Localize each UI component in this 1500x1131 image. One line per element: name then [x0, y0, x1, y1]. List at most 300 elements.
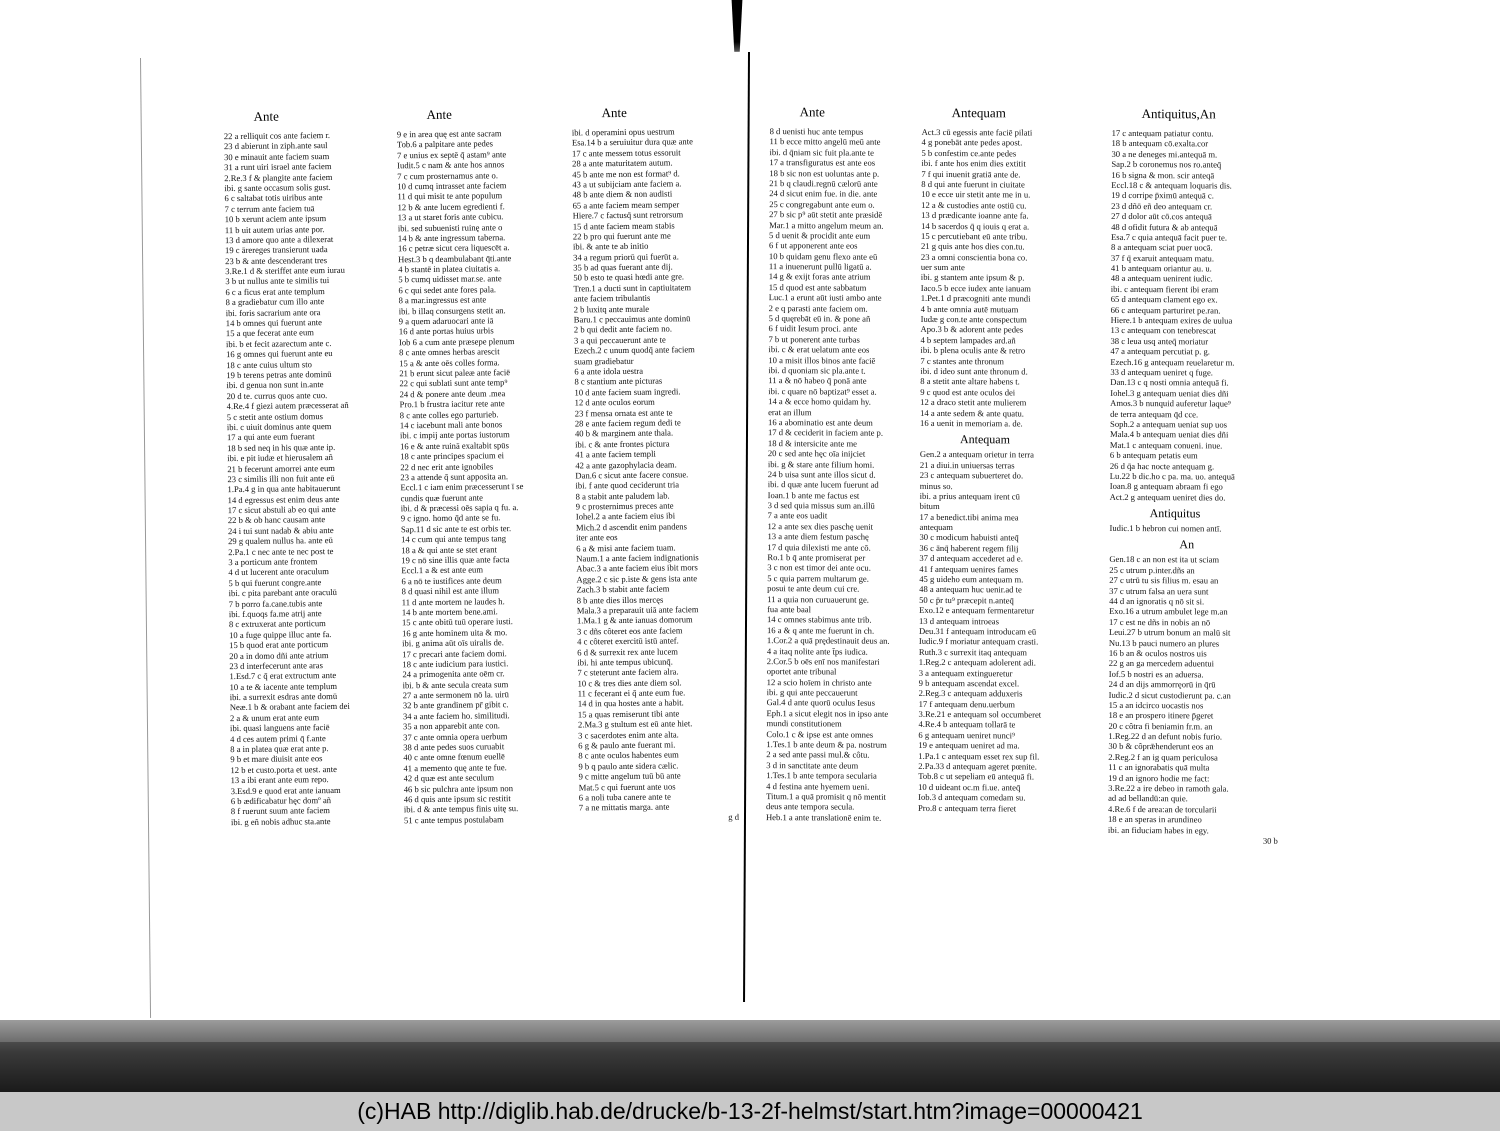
index-entry: 1.Pet.1 d præcogniti ante mundi — [920, 293, 1031, 304]
index-entry: 66 c antequam parturiret pe.ran. — [1110, 304, 1221, 316]
index-entry: 1.Ma.1 g & ante ianuas domorum — [576, 614, 693, 626]
index-entry: 11 c an ignorabatis quā multa — [1108, 762, 1210, 773]
index-entry: 46 b sic pulchra ante ipsum non — [403, 782, 514, 794]
index-entry: 32 b ante grandinem pr̄ gibit c. — [402, 699, 509, 711]
index-entry: 25 c congregabunt ante eum o. — [769, 198, 875, 210]
index-entry: ibi. g eñ nobis adhuc sta.ante — [230, 815, 331, 827]
index-entry: Iohel.2 a ante faciem eius ibi — [575, 510, 676, 522]
index-entry: Mich.2 d ascendit enim pandens — [575, 521, 687, 533]
index-entry: Tob.8 c ut sepeliam eū antequā fi. — [918, 771, 1035, 782]
index-entry: 18 b sic non est uoluntas ante p. — [769, 167, 880, 179]
index-entry: 43 a ut subijciam ante faciem a. — [572, 178, 682, 190]
index-entry: 9 b et mare diuisit ante eos — [230, 753, 323, 765]
index-entry: 2.Pa.1 c nec ante te nec post te — [228, 545, 334, 557]
column-header: Antequam — [951, 105, 1006, 121]
index-entry: 1.Cor.2 a quā prędestinauit deus an. — [766, 635, 890, 646]
index-entry: 8 c ante colles ego parturieb. — [399, 408, 499, 420]
section-heading: Antequam — [959, 432, 1011, 447]
index-entry: ibi. d operamini opus uestrum — [571, 126, 675, 138]
index-entry: 9 b q paulo ante sidera cælic. — [578, 760, 679, 772]
index-entry: 8 b ante dies illos mercęs — [576, 594, 664, 606]
index-entry: Gen.2 a antequam orietur in terra — [919, 449, 1034, 460]
index-entry: 16 g ante hominem uita & mo. — [401, 626, 508, 639]
index-entry: 12 b & ante lucem egredienti f. — [397, 200, 505, 213]
index-entry: 6 d & surrexit rex ante lucem — [577, 645, 679, 657]
index-entry: 6 f ut apponerent ante eos — [768, 240, 858, 251]
index-entry: 18 c ante cuius ultum sto — [226, 358, 312, 370]
index-entry: 2.Reg.3 c antequam adduxeris — [918, 688, 1023, 699]
index-entry: 9 e in area quę est ante sacram — [396, 128, 502, 140]
index-entry: Sap.2 b coronemus nos ro.anteq̄ — [1111, 159, 1222, 170]
index-entry: 9 c igno. homo q̄d ante se fu. — [400, 512, 501, 524]
index-entry: 48 a antequam huc uenir.ad te — [919, 584, 1022, 595]
index-entry: 20 c côtra fi beniamin fr.m. an — [1108, 720, 1213, 732]
index-entry: 50 c p̄r tu⁹ præcepit n.anteq̄ — [919, 594, 1014, 606]
index-entry: 8 a mar.ingressus est ante — [398, 294, 487, 306]
index-entry: ibi. d genua non sunt in.ante — [226, 379, 324, 391]
column-header: Ante — [426, 106, 452, 123]
index-entry: deus ante tempora secula. — [766, 801, 855, 812]
index-entry: 12 a ante sex dies paschę uenit — [767, 520, 874, 532]
index-entry: 11 b uit autem urias ante por. — [224, 223, 325, 235]
index-entry: ibi. c & ante frontes pictura — [575, 438, 670, 450]
index-entry: 15 a quas remiserunt tibi ante — [577, 708, 680, 720]
index-entry: 8 d quasi nihil est ante illum — [401, 585, 500, 597]
index-entry: 8 c ante omnes herbas arescit — [399, 346, 500, 358]
index-entry: Mar.1 a mitto angelum meum an. — [769, 219, 884, 231]
index-entry: 10 d uideant oc.m fi.ue. anteq̄ — [918, 781, 1021, 793]
index-entry: 21 b fecerunt amorrei ante eum — [227, 462, 335, 474]
index-entry: Hiere.7 c factusq̄ sunt retrorsum — [572, 209, 684, 221]
index-entry: 7 c steterunt ante faciem alra. — [577, 666, 679, 678]
index-entry: 17 c antequam patiatur contu. — [1111, 127, 1214, 139]
index-entry: 18 c ante principes spacium ei — [400, 450, 505, 462]
scanner-bottom-band — [0, 1020, 1500, 1092]
column-header: Ante — [799, 104, 826, 120]
index-entry: 11 a quia non curuauerunt ge. — [767, 593, 869, 605]
index-entry: ibi. g & stare ante filium homi. — [767, 458, 875, 470]
index-entry: 16 a abominatio est ante deum — [768, 417, 873, 428]
index-entry: 48 b ante diem & non audisti — [572, 188, 673, 200]
index-entry: 11 b ecce mitto angelū meū ante — [769, 136, 881, 148]
index-entry: 51 c ante tempus postulabam — [403, 814, 504, 826]
index-entry: 3.Re.1 d & steriffet ante eum iurau — [225, 264, 345, 277]
index-entry: 7 c terrum ante faciem tuā — [224, 202, 315, 214]
index-entry: Act.3 cū egessis ante faciē pilati — [921, 126, 1033, 138]
index-entry: Hest.3 b q deambulabant q̄ti.ante — [398, 252, 512, 264]
index-entry: 27 c utrū tu sis filius m. esau an — [1109, 575, 1219, 586]
index-entry: Iob.3 d antequam comedam su. — [918, 792, 1026, 803]
index-entry: 11 a & nō habeo q̄ ponā ante — [768, 375, 867, 387]
index-entry: Zach.3 b stabit ante faciem — [576, 583, 670, 595]
index-entry: ibi. d q̄niam sic fuit pla.ante te — [769, 146, 875, 158]
index-entry: 3 c sacerdotes enim ante alta. — [578, 729, 679, 741]
index-entry: 47 a antequam percutiat p. g. — [1110, 346, 1210, 357]
left-column-1 — [223, 55, 391, 827]
index-entry: 10 d ante faciem suam ingredi. — [574, 386, 681, 398]
index-entry: 23 c similis illi non fuit ante eū — [227, 472, 335, 484]
index-entry: Luc.1 a erunt aūt iusti ambo ante — [768, 292, 882, 303]
index-entry: 17 f antequam denu.uerbum — [918, 698, 1016, 710]
index-entry: 2 b luxitq ante murale — [573, 303, 650, 315]
index-entry: 8 a gradiebatur cum illo ante — [225, 296, 325, 308]
index-entry: 16 d ante portas huius urbis — [398, 325, 494, 337]
index-entry: 45 b ante me non est format⁹ d. — [572, 167, 680, 180]
index-entry: 22 d nec erit ante ignobiles — [400, 460, 494, 472]
index-entry: 37 d antequam accederet ad e. — [919, 553, 1023, 564]
index-entry: ibi. quasi languens ante faciē — [229, 722, 330, 734]
column-header: Antiquitus,An — [1141, 106, 1216, 122]
section-heading: Antiquitus — [1149, 506, 1201, 521]
index-entry: ibi. b plena oculis ante & retro — [920, 345, 1026, 356]
index-entry: antequam — [919, 521, 953, 533]
index-entry: 6 c a ficus erat ante templum — [225, 285, 325, 297]
index-entry: 21 a diui.in uniuersas terras — [919, 459, 1015, 471]
index-entry: 14 b & ante ingressum taberna. — [397, 232, 506, 244]
index-entry: 10 a misit illos binos ante faciē — [768, 354, 876, 366]
index-entry: ibi. e pit iudæ et hierusalem añ — [227, 452, 333, 464]
index-entry: 1.Pa.1 c antequam esset rex sup fil. — [918, 750, 1040, 762]
index-entry: Nu.13 b pauci numero an plures — [1108, 637, 1220, 649]
index-entry: 6 a & misi ante faciem tuam. — [576, 542, 676, 554]
index-entry: 6 c qui sedet ante fores pala. — [398, 284, 497, 296]
index-entry: ibi. f ante hos enim dies extitit — [921, 158, 1026, 169]
index-entry: 37 f q̄ exaruit antequam matu. — [1110, 252, 1215, 264]
index-entry: 19 c nō sine illis quæ ante facta — [401, 554, 510, 566]
index-entry: 14 b sacerdos q̄ q iouis q erat a. — [921, 220, 1030, 231]
index-entry: 14 c cum qui ante tempus tang — [401, 533, 507, 545]
index-entry: 48 a antequam uenirent iudic. — [1110, 273, 1213, 284]
index-entry: Mat.5 c qui fuerunt ante uos — [578, 781, 676, 793]
index-entry: 46 d quis ante ipsum sic restitit — [403, 793, 511, 805]
index-entry: 22 g an ga mercedem aduentui — [1108, 658, 1215, 669]
left-page — [140, 52, 751, 1018]
index-entry: ibi. sed subuenisti ruinę ante o — [397, 221, 503, 233]
index-entry: 5 b confestim ce.ante pedes — [921, 147, 1017, 159]
index-entry: 4 d ut lucerent ante oraculum — [228, 566, 329, 578]
index-entry: Ro.1 b q̄ ante promiserat per — [767, 552, 866, 563]
index-entry: 18 e an speras in arundineo — [1107, 814, 1202, 825]
index-entry: 22 c qui sublati sunt ante temp⁹ — [399, 377, 508, 389]
index-entry: Tob.6 a palpitare ante pedes — [396, 138, 494, 150]
index-entry: 36 c ānq̄ haberent regem filij — [919, 542, 1019, 554]
index-entry: Iudit.5 c nam & ante hos annos — [397, 159, 505, 171]
index-entry: 2 e q parasti ante faciem om. — [768, 302, 868, 314]
index-entry: 10 d cumq intrasset ante faciem — [397, 180, 507, 192]
index-entry: 18 e an prospero itinere p̄geret — [1108, 710, 1214, 721]
right-column-1 — [766, 52, 930, 823]
index-entry: 26 d q̄a hac nocte antequam g. — [1109, 460, 1215, 471]
index-entry: 41 a memento quę ante te fue. — [403, 762, 507, 774]
index-entry: ibi. d & ante tempus finis uitę su. — [403, 803, 519, 815]
index-entry: 11 a inuenerunt pullū ligatū a. — [768, 261, 872, 272]
index-entry: cundis quæ fuerunt ante — [400, 492, 484, 503]
index-entry: 15 b quod erat ante porticum — [229, 639, 329, 651]
index-entry: 13 a ut staret foris ante cubicu. — [397, 211, 504, 223]
index-entry: 7 c stantes ante thronum — [920, 355, 1004, 366]
page-signature: g d — [728, 811, 740, 822]
index-entry: ibi. hi ante tempus ubicunq̄. — [577, 656, 673, 668]
index-entry: 4 b ante omnia autē mutuam — [920, 303, 1019, 315]
index-entry: 41 b antequam oriantur au. u. — [1110, 262, 1212, 274]
index-entry: 45 g uideho eum antequam m. — [919, 573, 1024, 585]
source-credit-text: (c)HAB http://diglib.hab.de/drucke/b-13-2f-helmst/start.htm?image=00000421 — [357, 1098, 1143, 1124]
index-entry: 16 c petræ sicut cera liquescēt a. — [397, 242, 510, 254]
index-entry: 4.Re.4 b antequam tollarā te — [918, 719, 1016, 730]
index-entry: ibi. an fiduciam habes in egy. — [1107, 824, 1209, 836]
index-entry: 14 b ante mortem bene.ami. — [401, 606, 498, 618]
index-entry: 11 c fecerant ei q̄ ante eum fue. — [577, 687, 686, 699]
section-heading: An — [1179, 537, 1195, 552]
index-entry: Iudic.1 b hebron cui nomen antī. — [1109, 522, 1222, 534]
index-entry: erat an illum — [768, 406, 812, 417]
index-entry: 30 c modicum habuisti anteq̄ — [919, 532, 1019, 543]
index-entry: 4 d festina ante hyemem ueni. — [766, 780, 870, 792]
index-entry: 65 a ante faciem meam semper — [572, 199, 680, 211]
index-entry: ibi. g anima aūt oīs uiralis de. — [402, 637, 504, 649]
index-entry: 6 g & paulo ante fuerant mi. — [578, 739, 676, 751]
index-entry: 50 b esto te quasi hœdi ante gre. — [573, 271, 685, 283]
index-entry: 3 a antequam extingueretur — [918, 667, 1013, 678]
index-entry: ibi. f.quoqs fa.me atrij ante — [228, 608, 322, 620]
index-entry: 1.Pa.4 g in qua ante habitauerunt — [227, 483, 341, 495]
index-entry: 27 a ante sermonem nō la. uirū — [402, 689, 509, 701]
index-entry: Mat.1 c antequam conueni. inue. — [1109, 439, 1223, 451]
index-entry: Leui.27 b utrum bonum an malū sit — [1108, 627, 1231, 638]
index-entry: 23 f mensa ornata est ante te — [574, 406, 673, 419]
index-entry: Eccl.18 c & antequam loquaris dis. — [1111, 179, 1232, 191]
index-entry: 13 d prædicante ioanne ante fa. — [921, 210, 1029, 221]
index-entry: 3.Esd.9 e quod erat ante ianuam — [230, 784, 341, 796]
index-entry: 22 b pro qui fuerunt ante me — [572, 230, 671, 242]
index-entry: Soph.2 a antequam ueniat sup uos — [1110, 418, 1228, 430]
index-entry: 1.Esd.7 c q̄ erat extructum ante — [229, 670, 337, 682]
index-entry: 17 a qui ante eum fuerant — [226, 431, 315, 443]
index-entry: uer sum ante — [920, 261, 965, 273]
index-entry: 5 d quęrebāt eū in. & pone añ — [768, 313, 871, 324]
index-entry: 34 a regum priorū qui fuerūt a. — [573, 251, 679, 263]
index-entry: 14 a ante sedem & ante quatu. — [920, 407, 1024, 418]
index-entry: 27 d dolor aūt cō.cos antequā — [1111, 211, 1212, 222]
index-entry: 33 d antequam ueniret q fuge. — [1110, 366, 1213, 378]
index-entry: 12 a & custodies ante ostiū cu. — [921, 199, 1027, 211]
index-entry: Iof.5 b nostri es an aduersa. — [1108, 668, 1204, 680]
index-entry: 6 a noli tuba canere ante te — [578, 791, 671, 803]
index-entry: 7 f qui inuenit gratiā ante de. — [921, 168, 1021, 179]
index-entry: Tren.1 a ducti sunt in captiuitatem — [573, 282, 692, 294]
index-entry: Dan.6 c sicut ante facere consue. — [575, 469, 689, 481]
index-entry: ante faciem tribulantis — [573, 292, 651, 304]
index-entry: Abac.3 a ante faciem eius ibit mors — [576, 562, 698, 574]
index-entry: Ezech.16 g antequam reuelaretur m. — [1110, 356, 1235, 368]
index-entry: 7 c cum prosternamus ante o. — [397, 169, 499, 181]
index-entry: 15 c ante obitū tuū operare iusti. — [401, 616, 513, 628]
index-entry: oportet ante tribunal — [766, 666, 837, 677]
index-entry: bitum — [919, 501, 940, 512]
index-entry: 9 c prosternimus preces ante — [575, 500, 674, 512]
index-entry: 24 d an dijs ammorręorū in q̄rū — [1108, 679, 1216, 690]
index-entry: 17 c sicut abstuli ab eo qui ante — [227, 504, 336, 516]
index-entry: 19 e antequam ueniret ad ma. — [918, 740, 1020, 751]
right-column-3 — [1108, 54, 1292, 846]
index-entry: ibi. c & erat uelatum ante eos — [768, 344, 870, 355]
index-entry: 6 b ædificabatur hęc domº añ — [230, 795, 332, 807]
index-entry: 9 a quem adaruocari ante iā — [398, 315, 494, 327]
index-entry: 2 a & unum erat ante eum — [229, 712, 320, 723]
index-entry: ibi. b et fecit azarectum ante c. — [225, 337, 332, 349]
index-entry: Eph.1 a sicut elegit nos in ipso ante — [766, 707, 889, 719]
index-entry: 15 a an idcirco uocastis nos — [1108, 699, 1204, 711]
index-entry: 11 d qui misit te ante populum — [397, 190, 503, 202]
index-entry: 42 a ante gazophylacia deam. — [575, 458, 677, 470]
index-entry: 10 b xerunt aciem ante ipsum — [224, 213, 327, 225]
index-entry: 37 c utrum falsa an uera sunt — [1109, 585, 1209, 597]
index-entry: Hiere.1 b antequam exires de uulua — [1110, 314, 1233, 326]
index-entry: 20 d te. currus quos ante cuo. — [226, 389, 328, 401]
index-entry: 24 b uisa sunt ante illos sicut d. — [767, 469, 876, 480]
index-entry: 38 c leua usq anteq̄ moriatur — [1110, 335, 1209, 347]
index-entry: 3 c non est timor dei ante ocu. — [767, 562, 871, 574]
index-entry: 2.Ma.3 g stultum est eū ante hiet. — [577, 718, 693, 730]
index-entry: posui te ante deum cui cre. — [767, 583, 860, 594]
index-entry: 21 b q claudi.regnū cælorū ante — [769, 178, 878, 189]
index-entry: 10 a te & iacente ante templum — [229, 680, 338, 692]
index-entry: ibi. c impij ante portas iustorum — [399, 429, 510, 441]
index-entry: 6 a nō te iustifices ante deum — [401, 575, 502, 587]
index-entry: 1.Tes.1 b ante tempora secularia — [766, 770, 877, 781]
index-entry: 14 a & ecce homo quidam hy. — [768, 396, 871, 407]
index-entry: Naum.1 a ante faciem indignationis — [576, 552, 699, 564]
index-entry: 3.Re.22 a ire debeo in ramoth gala. — [1108, 782, 1229, 794]
page-signature: 30 b — [1262, 835, 1278, 846]
index-entry: 9 b antequam ascendat excel. — [918, 677, 1020, 689]
index-entry: 16 a & q ante me fuerunt in ch. — [766, 624, 875, 636]
index-entry: 4.Re.6 f de area:an de torcularii — [1108, 803, 1217, 815]
index-entry: Iohel.3 g antequam ueniat dies dñi — [1110, 387, 1229, 399]
index-entry: 3 a porticum ante frontem — [228, 556, 318, 568]
index-entry: 4 c côteret exercitū istū antef. — [577, 635, 679, 647]
index-entry: 13 d antequam introeas — [918, 615, 1000, 626]
index-entry: 23 d dñō eñ deo antequam cr. — [1111, 200, 1213, 212]
index-entry: 1.Reg.22 d an defunt nobis furio. — [1108, 730, 1223, 742]
index-entry: Amos.3 b nunquid auferetur laque⁹ — [1110, 398, 1231, 409]
index-entry: Ioan.1 b ante me factus est — [767, 489, 860, 501]
index-entry: 19 c ārereges transierunt uada — [224, 244, 328, 256]
index-entry: 4 b septem lampades ard.añ — [920, 334, 1016, 346]
index-entry: 35 b ad quas fuerant ante dij. — [573, 261, 673, 273]
index-entry: 14 b omnes qui fuerunt ante — [225, 317, 323, 329]
index-entry: 8 d qui ante fuerunt in ciuitate — [921, 178, 1025, 190]
left-column-2 — [396, 54, 569, 826]
index-entry: 19 b terens petras ante dominū — [226, 368, 332, 381]
index-entry: 12 a draco stetit ante mulierem — [920, 397, 1027, 408]
index-entry: ibi. c quare nō baptizat⁹ esset a. — [768, 385, 877, 397]
index-entry: minus so. — [919, 480, 953, 491]
index-entry: Lu.22 b dic.ho c pa. ma. uo. antequā — [1109, 470, 1235, 482]
index-entry: 17 d & ceciderit in faciem ante p. — [767, 427, 884, 439]
index-entry: ibi. c antequam fierent ibi eram — [1110, 283, 1219, 295]
index-entry: Deu.31 f antequam introducam eū — [918, 625, 1037, 637]
index-entry: Colo.1 c & ipse est ante omnes — [766, 728, 874, 740]
index-entry: ibi. g qui ante peccauerunt — [766, 687, 858, 698]
index-entry: 7 a ne mittatis marga. ante — [578, 801, 670, 813]
index-entry: 5 d uenit & procidit ante eum — [769, 230, 871, 241]
index-entry: 8 f ruerunt suum ante faciem — [230, 805, 330, 817]
index-entry: fua ante baal — [767, 604, 812, 615]
index-entry: 4 d ces autem primi q̄ f.ante — [230, 732, 326, 744]
index-entry: 14 c omnes stabimus ante trib. — [767, 614, 872, 626]
index-entry: 5 b qui fuerunt congre.ante — [228, 576, 322, 588]
column-header: Ante — [601, 104, 627, 121]
index-entry: 28 a ante maturitatem autum. — [572, 157, 673, 169]
index-entry: Baru.1 c peccauimus ante dominū — [573, 313, 691, 325]
index-entry: Act.2 g antequam ueniret dies do. — [1109, 491, 1226, 503]
index-entry: 22 a relliquit cos ante faciem r. — [223, 130, 331, 142]
index-entry: 2.Reg.2 f an ig quam periculosa — [1108, 751, 1218, 763]
index-entry: 23 d interfecerunt ante aras — [229, 660, 323, 672]
index-entry: Pro.8 c antequam terra fieret — [918, 802, 1017, 814]
index-entry: 23 c antequam subuerteret do. — [919, 470, 1024, 481]
index-entry: 2.Re.3 f & plangite ante faciem — [224, 171, 333, 183]
index-entry: 3 c dñs côteret eos ante faciem — [576, 625, 683, 637]
index-entry: 7 b porro fa.cane.tubis ante — [228, 597, 323, 609]
index-entry: ibi. d & præcessi oēs sapia q fu. a. — [400, 502, 519, 514]
index-entry: 24 d & ponere ante deum .mea — [399, 387, 506, 400]
index-entry: 2.Cor.5 b oēs enī nos manifestari — [766, 656, 880, 667]
index-entry: 41 a ante faciem templi — [575, 448, 656, 460]
index-entry: 31 a runt uiri israel ante faciem — [224, 161, 332, 173]
index-entry: Titum.1 a quā promisit q nō mentit — [766, 791, 886, 802]
index-entry: 7 e unius ex septē q̄ astam⁹ ante — [396, 148, 507, 161]
index-entry: 1.Reg.2 c antequam adolerent adi. — [918, 657, 1037, 668]
scanner-bottom-highlight — [0, 1020, 1500, 1042]
index-entry: 6 a ante idola uestra — [574, 365, 644, 377]
index-entry: ibi. & ante te ab initio — [572, 240, 649, 252]
index-entry: 1.Tes.1 b ante deum & pa. nostrum — [766, 739, 887, 750]
index-entry: 28 e ante faciem regum dedi te — [574, 417, 681, 429]
index-entry: 4.Re.4 f giezi autem præcesserat añ — [226, 399, 349, 412]
index-entry: suam gradiebatur — [574, 355, 634, 367]
index-entry: Exo.16 a utrum ambulet lege m.an — [1109, 606, 1228, 617]
index-entry: 22 b & ob hanc causam ante — [227, 514, 326, 526]
index-entry: 30 b & côprǣhenderunt eos an — [1108, 741, 1214, 752]
index-entry: 41 f antequam uenires fames — [919, 563, 1019, 575]
index-entry: 17 a transfiguratus est ante eos — [769, 157, 876, 168]
index-entry: ibi. d quoniam sic pla.ante t. — [768, 365, 866, 376]
index-entry: ibi. a prius antequam irent cū — [919, 490, 1020, 502]
index-entry: Esa.7 c quia antequā facit puer te. — [1111, 231, 1228, 243]
index-entry: Iaco.5 b ecce iudex ante ianuam — [920, 282, 1032, 294]
index-entry: ibi. d ideo sunt ante thronum d. — [920, 365, 1028, 377]
index-entry: 21 b erunt sicut paleæ ante faciē — [399, 367, 511, 379]
index-entry: Sap.11 d sic ante te est orbis ter. — [400, 522, 512, 535]
index-entry: 65 d antequam clament ego ex. — [1110, 294, 1218, 305]
index-entry: 5 c quia parrem multarum ge. — [767, 572, 869, 584]
index-entry: 12 b et custo.porta et uest. ante — [230, 763, 337, 775]
index-entry: ibi. g sante occasum solis gust. — [224, 181, 331, 194]
index-entry: 5 c stetit ante ostium domus — [226, 410, 324, 422]
index-entry: 8 c extruxerat ante porticum — [228, 618, 326, 630]
index-entry: 19 d an ignoro hodie me fact: — [1108, 772, 1210, 784]
index-entry: Iudic.9 f moriatur antequam crasti. — [918, 636, 1039, 647]
index-entry: 4 g ponebāt ante pedes apost. — [921, 137, 1023, 148]
index-entry: Iudæ g con.te ante conspectum — [920, 313, 1027, 325]
index-entry: 23 b & ante descenderant tres — [225, 254, 328, 266]
index-entry: 24 d sicut enim fue. in die. ante — [769, 188, 878, 200]
index-entry: 15 c percutiebant eū ante tribu. — [921, 230, 1028, 242]
index-entry: 44 d an ignoratis q nō sit si. — [1109, 595, 1205, 607]
index-entry: 40 c ante omne fœnum euellē — [403, 751, 505, 763]
